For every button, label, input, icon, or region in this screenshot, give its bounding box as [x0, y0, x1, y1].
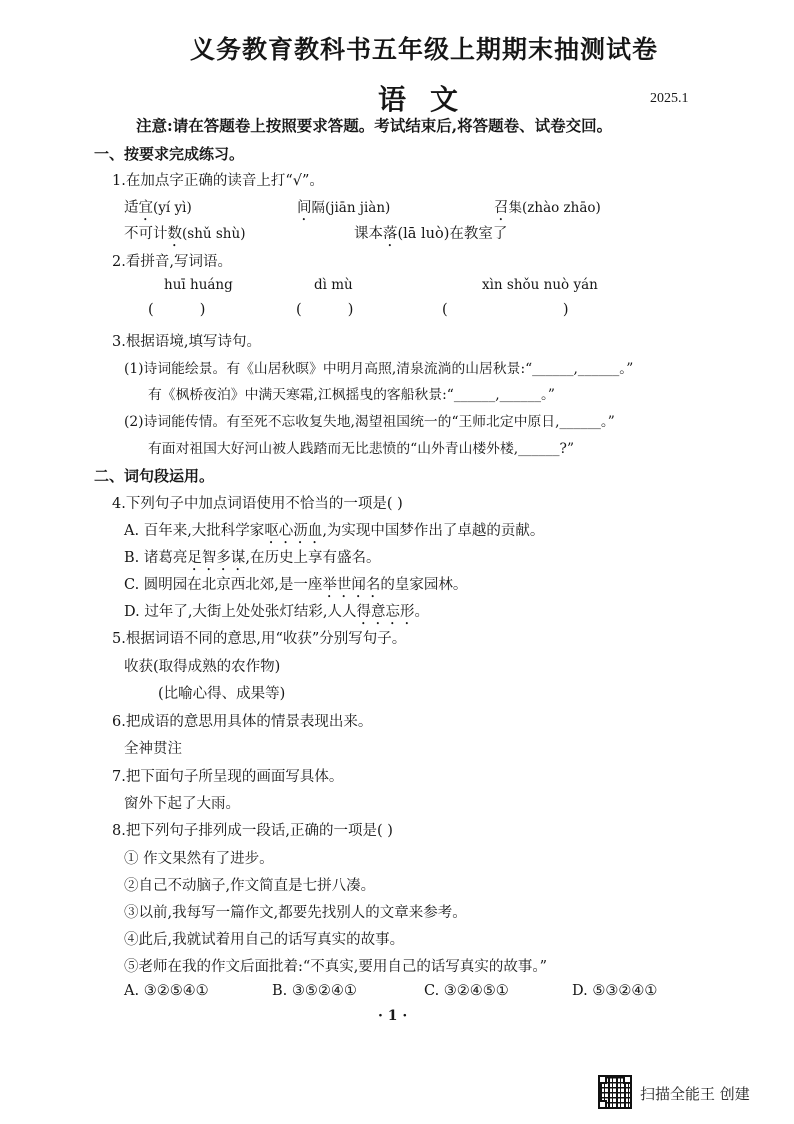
q2-pinyin-3: xìn shǒu nuò yán [482, 277, 598, 293]
q1-stem: 1.在加点字正确的读音上打“√”。 [112, 173, 324, 189]
section1-heading: 一、按要求完成练习。 [94, 145, 245, 163]
q3-line-4: 有面对祖国大好河山被人践踏而无比悲愤的“山外青山楼外楼,______?” [148, 441, 574, 457]
q2-bracket-3: ( ) [442, 302, 569, 318]
qr-corner-tr [623, 1075, 632, 1084]
q2-stem: 2.看拼音,写词语。 [112, 254, 232, 270]
q2-bracket-1: ( ) [148, 302, 206, 318]
q8-choice-a: A. ③②⑤④① [124, 983, 209, 999]
q6-stem: 6.把成语的意思用具体的情景表现出来。 [112, 714, 373, 730]
section2-heading: 二、词句段运用。 [94, 467, 215, 485]
q6-line: 全神贯注 [124, 741, 182, 757]
scanner-watermark: 扫描全能王 创建 [640, 1085, 750, 1103]
q5-line-1: 收获(取得成熟的农作物) [124, 659, 281, 675]
subject-title: 语文 [378, 83, 483, 116]
qr-code-icon [598, 1075, 632, 1109]
q2-pinyin-1: huī huáng [164, 277, 233, 293]
q8-sentence-3: ③以前,我每写一篇作文,都要先找别人的文章来参考。 [124, 905, 467, 921]
q2-pinyin-2: dì mù [314, 277, 353, 293]
qr-corner-bl [598, 1100, 607, 1109]
q1-item-2: 间隔(jiān jiàn) [297, 200, 391, 216]
q3-line-2: 有《枫桥夜泊》中满天寒霜,江枫摇曳的客船秋景:“______,______。” [148, 387, 555, 403]
q5-stem: 5.根据词语不同的意思,用“收获”分别写句子。 [112, 631, 407, 647]
q8-sentence-5: ⑤老师在我的作文后面批着:“不真实,要用自己的话写真实的故事。” [124, 959, 548, 975]
page-number: · 1 · [378, 1008, 408, 1024]
q4-option-b: B. 诸葛亮足智多谋,在历史上享有盛名。 [124, 550, 381, 566]
q1-item-1: 适宜(yí yì) [124, 200, 192, 216]
q2-bracket-2: ( ) [296, 302, 354, 318]
q8-choice-c: C. ③②④⑤① [424, 983, 509, 999]
q1-item-3: 召集(zhào zhāo) [494, 200, 601, 216]
q8-sentence-4: ④此后,我就试着用自己的话写真实的故事。 [124, 932, 405, 948]
q4-option-d: D. 过年了,大街上处处张灯结彩,人人得意忘形。 [124, 604, 430, 620]
q5-line-2: (比喻心得、成果等) [158, 686, 286, 702]
q1-item-5: 课本落(lā luò)在教室了 [354, 226, 508, 242]
q8-choice-d: D. ⑤③②④① [572, 983, 658, 999]
q4-stem: 4.下列句子中加点词语使用不恰当的一项是( ) [112, 496, 403, 512]
q3-stem: 3.根据语境,填写诗句。 [112, 334, 261, 350]
q4-option-c: C. 圆明园在北京西北郊,是一座举世闻名的皇家园林。 [124, 577, 468, 593]
q3-line-3: (2)诗词能传情。有至死不忘收复失地,渴望祖国统一的“王师北定中原日,______。” [124, 414, 615, 430]
q8-sentence-1: ① 作文果然有了进步。 [124, 851, 274, 867]
qr-corner-tl [598, 1075, 607, 1084]
q8-stem: 8.把下列句子排列成一段话,正确的一项是( ) [112, 823, 393, 839]
q8-sentence-2: ②自己不动脑子,作文简直是七拼八凑。 [124, 878, 376, 894]
notice-text: 注意:请在答题卷上按照要求答题。考试结束后,将答题卷、试卷交回。 [136, 116, 613, 135]
q4-option-a: A. 百年来,大批科学家呕心沥血,为实现中国梦作出了卓越的贡献。 [124, 523, 545, 539]
q8-choice-b: B. ③⑤②④① [272, 983, 357, 999]
q7-line: 窗外下起了大雨。 [124, 796, 240, 812]
exam-date: 2025.1 [650, 91, 689, 106]
q7-stem: 7.把下面句子所呈现的画面写具体。 [112, 769, 344, 785]
page-title: 义务教育教科书五年级上期期末抽测试卷 [190, 35, 659, 64]
q3-line-1: (1)诗词能绘景。有《山居秋暝》中明月高照,清泉流淌的山居秋景:“______,______。” [124, 361, 634, 377]
q1-item-4: 不可计数(shǔ shù) [124, 226, 246, 242]
